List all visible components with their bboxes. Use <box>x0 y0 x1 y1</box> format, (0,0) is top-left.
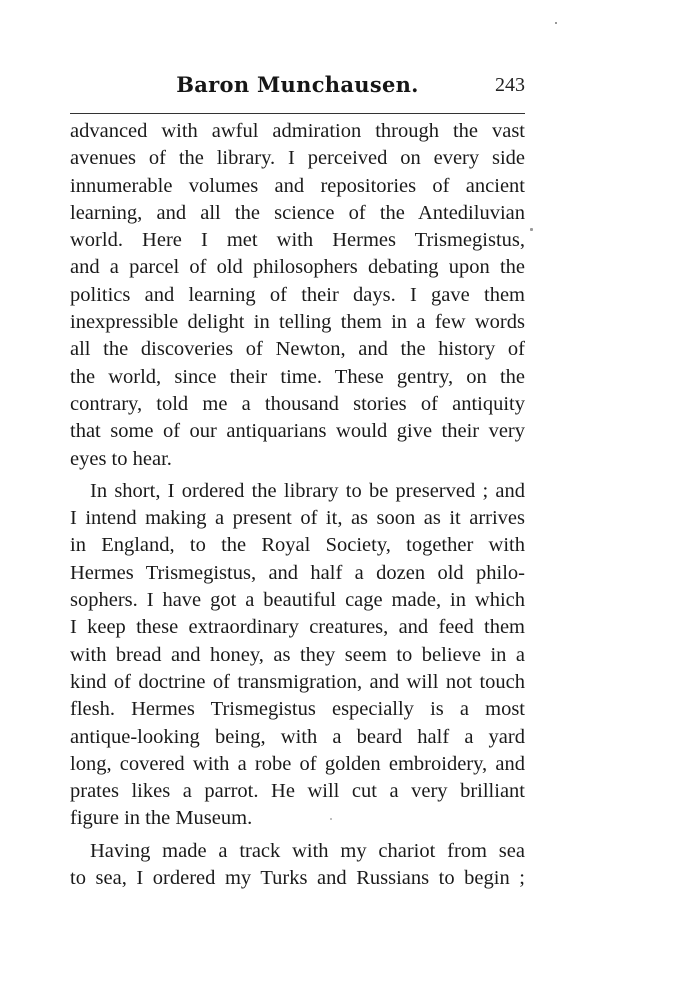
text-line: learning, and all the science of the Antediluvian <box>70 201 525 224</box>
text-line: figure in the Museum. <box>70 807 253 830</box>
text-line: to sea, I ordered my Turks and Russians to begin ; <box>70 867 525 890</box>
text-line: politics and learning of their days. I gave them <box>70 283 525 306</box>
text-line: advanced with awful admiration through the vast <box>70 120 525 142</box>
text-line: Having made a track with my chariot from sea <box>90 839 525 862</box>
text-line: kind of doctrine of transmigration, and will not touch <box>70 670 525 693</box>
paper-speck <box>530 228 533 231</box>
text-line: with bread and honey, as they seem to believe in a <box>70 643 525 666</box>
running-head <box>70 72 525 106</box>
text-line: long, covered with a robe of golden embroidery, and <box>70 752 525 775</box>
paragraph-2 <box>70 478 525 833</box>
paper-speck <box>330 818 332 820</box>
text-line: I keep these extraordinary creatures, and feed them <box>70 616 525 639</box>
text-line: contrary, told me a thousand stories of antiquity <box>70 392 525 415</box>
paragraph-1 <box>70 118 525 473</box>
header-rule <box>70 113 525 114</box>
text-line: all the discoveries of Newton, and the history of <box>70 338 525 361</box>
text-line: antique-looking being, with a beard half a yard <box>70 725 525 748</box>
text-line: inexpressible delight in telling them in a few words <box>70 311 525 334</box>
text-line: eyes to hear. <box>70 447 172 470</box>
text-line: world. Here I met with Hermes Trismegistus, <box>70 229 525 252</box>
text-line: In short, I ordered the library to be preserved ; and <box>90 479 525 502</box>
paper-speck <box>555 22 557 24</box>
text-line: prates likes a parrot. He will cut a very brilliant <box>70 780 525 803</box>
text-line: innumerable volumes and repositories of ancient <box>70 174 525 197</box>
text-line: and a parcel of old philosophers debating upon the <box>70 256 525 279</box>
text-line: that some of our antiquarians would give their very <box>70 420 525 443</box>
text-line: Hermes Trismegistus, and half a dozen old philo- <box>70 561 525 584</box>
page-number: 243 <box>495 74 525 96</box>
paragraph-3 <box>70 838 525 893</box>
text-line: avenues of the library. I perceived on every side <box>70 147 525 170</box>
text-line: the world, since their time. These gentry, on the <box>70 365 525 388</box>
text-line: in England, to the Royal Society, together with <box>70 534 525 557</box>
body-text <box>70 118 525 892</box>
text-line: I intend making a present of it, as soon as it arrives <box>70 507 525 530</box>
text-line: sophers. I have got a beautiful cage made, in which <box>70 589 525 612</box>
running-title: Baron Munchausen. <box>176 72 419 97</box>
text-line: flesh. Hermes Trismegistus especially is a most <box>70 698 525 721</box>
